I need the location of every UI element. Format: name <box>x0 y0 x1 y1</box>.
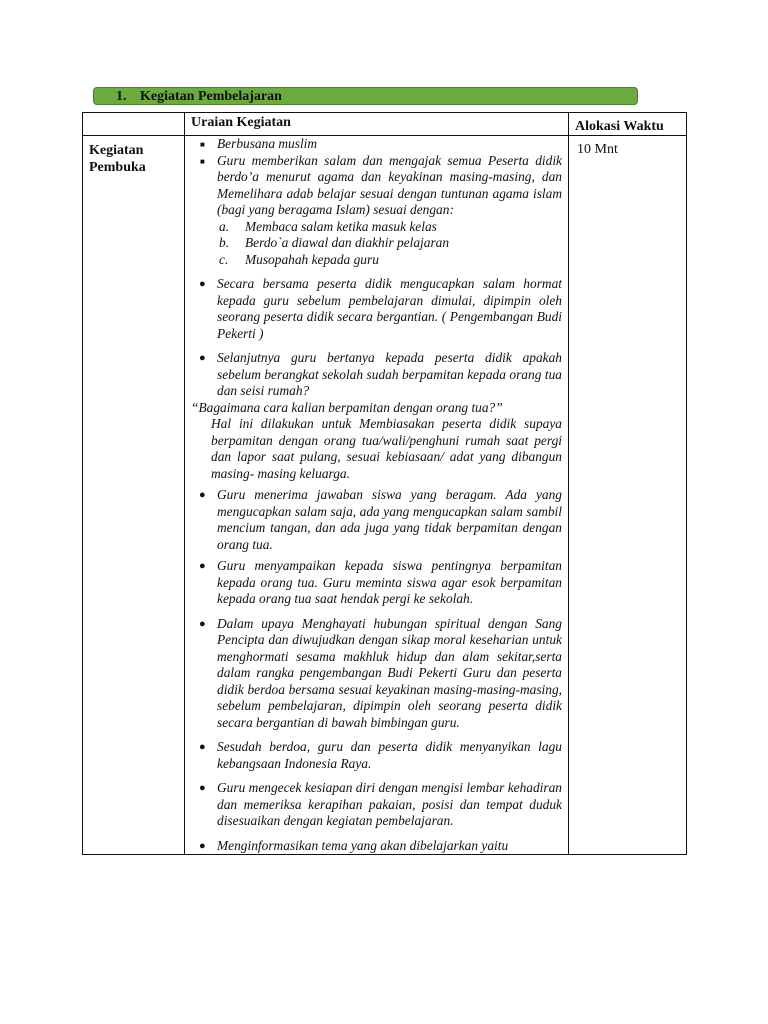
header-alokasi: Alokasi Waktu <box>569 113 687 136</box>
sub-item: a. Membaca salam ketika masuk kelas <box>219 218 437 234</box>
list-item: ● Menginformasikan tema yang akan dibelajarkan yaitu <box>199 837 509 853</box>
bullet-icon: ● <box>199 489 206 501</box>
activity-content <box>185 136 569 855</box>
list-item: ● Selanjutnya guru bertanya kepada peserta didik apakah sebelum berangkat sekolah sudah berpamitan kepada orang tua dan seisi rumah? <box>199 350 562 398</box>
time-allocation: 10 Mnt <box>569 136 687 855</box>
bullet-icon: ● <box>199 741 206 753</box>
activity-table <box>82 112 687 855</box>
bullet-icon: ● <box>199 352 206 364</box>
bullet-icon: ● <box>199 278 206 290</box>
section-number: 1. <box>116 89 127 104</box>
row-label: Kegiatan Pembuka <box>83 136 185 855</box>
list-item: ● Guru menerima jawaban siswa yang beragam. Ada yang mengucapkan salam saja, ada yang mengucapkan salam sambil mencium tangan, dan ada juga yang tidak berpamitan dengan orang tua. <box>199 487 562 552</box>
header-empty <box>83 113 185 136</box>
list-item: ● Guru mengecek kesiapan diri dengan mengisi lembar kehadiran dan memeriksa kerapihan pakaian, posisi dan tempat duduk disesuaikan dengan kegiatan pembelajaran. <box>199 780 562 828</box>
list-item: ■ Berbusana muslim <box>191 136 562 153</box>
list-item: ■ Guru memberikan salam dan mengajak semua Peserta didik berdo’a menurut agama dan keyakinan masing-masing, dan Memelihara adab belajar sesuai dengan tuntunan agama islam (bagi yang beragama Islam) sesuai dengan: <box>200 152 562 217</box>
bullet-icon: ● <box>199 782 206 794</box>
bullet-icon: ● <box>199 839 206 852</box>
list-item: ● Secara bersama peserta didik mengucapkan salam hormat kepada guru sebelum pembelajaran dimulai, dipimpin oleh seorang peserta didik secara bergantian. ( Pengembangan Budi Pekerti ) <box>199 276 562 341</box>
list-item: ● Sesudah berdoa, guru dan peserta didik menyanyikan lagu kebangsaan Indonesia Raya. <box>199 739 562 771</box>
table-row <box>83 136 687 855</box>
bullet-icon: ● <box>199 617 206 630</box>
quote-text: “Bagaimana cara kalian berpamitan dengan orang tua?” <box>191 399 503 415</box>
sub-item: c. Musopahah kepada guru <box>219 251 379 267</box>
sub-item: b. Berdo`a diawal dan diakhir pelajaran <box>219 235 450 250</box>
bullet-icon: ● <box>199 560 206 572</box>
square-bullet-icon: ■ <box>200 156 205 166</box>
quote-explanation: Hal ini dilakukan untuk Membiasakan peserta didik supaya berpamitan dengan orang tua/wali/penghuni rumah saat pergi dan lapor saat pulang, sesuai kebiasaan/ adat yang dibangun masing- masing keluarga. <box>211 416 562 481</box>
list-item: ● Dalam upaya Menghayati hubungan spiritual dengan Sang Pencipta dan diwujudkan dengan sikap moral keseharian untuk menghormati sesama makhluk hidup dan alam sekitar,serta dalam rangka pengembangan Budi Pekerti Guru dan peserta didik berdoa bersama sesuai keyakinan masing-masing-masing, sebelum pembelajaran, dipimpin oleh seorang peserta didik secara bergantian di bawah bimbingan guru. <box>199 615 562 730</box>
header-uraian: Uraian Kegiatan <box>185 113 569 136</box>
section-title: Kegiatan Pembelajaran <box>140 89 282 104</box>
list-item: ● Guru menyampaikan kepada siswa pentingnya berpamitan kepada orang tua. Guru meminta siswa agar esok berpamitan kepada orang tua saat hendak pergi ke sekolah. <box>199 558 562 606</box>
section-heading <box>93 87 638 105</box>
square-bullet-icon: ■ <box>200 140 205 149</box>
table-header-row <box>83 113 687 136</box>
